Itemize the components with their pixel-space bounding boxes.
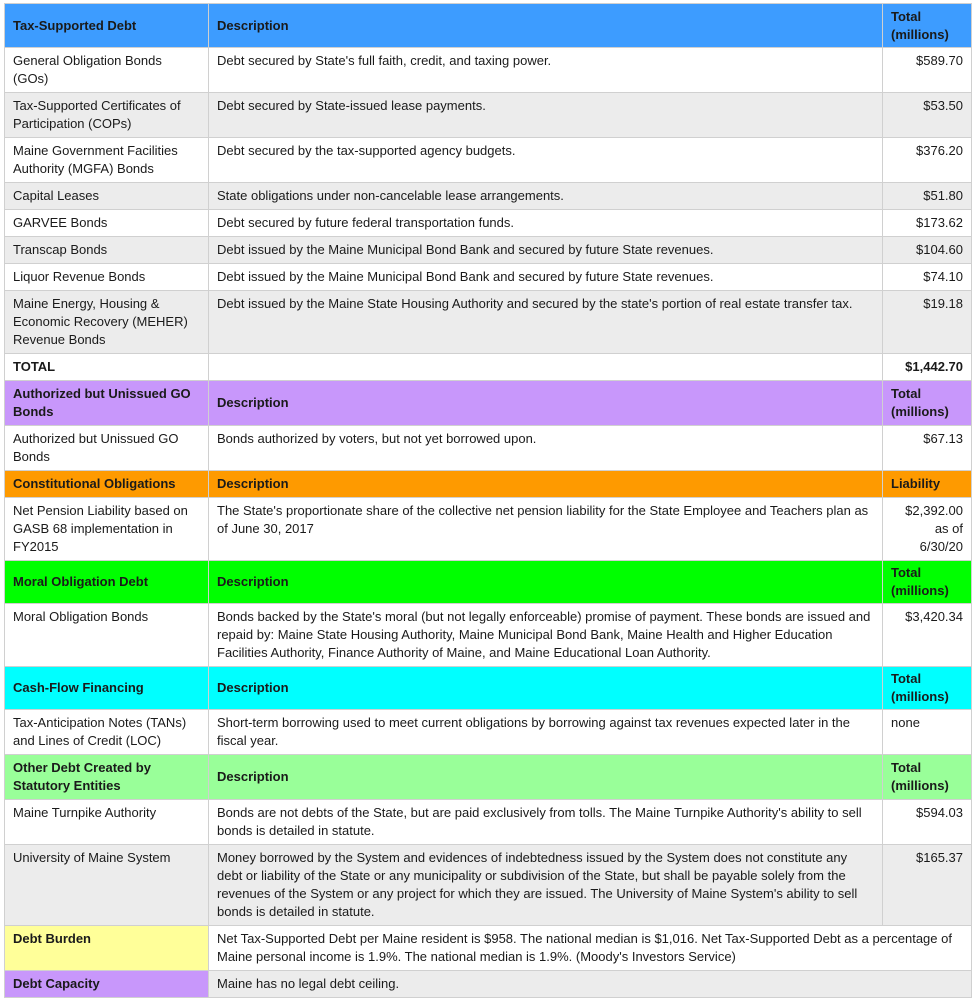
total-header: Total (millions) xyxy=(883,561,972,604)
table-row xyxy=(5,498,972,561)
description-cell: State obligations under non-cancelable lease arrangements. xyxy=(209,183,883,210)
debt-burden-row xyxy=(5,926,972,971)
constitutional-header-row xyxy=(5,471,972,498)
amount-cell: $19.18 xyxy=(883,291,972,354)
authorized-unissued-header-row xyxy=(5,381,972,426)
table-row xyxy=(5,800,972,845)
table-row xyxy=(5,210,972,237)
debt-type-cell: Authorized but Unissued GO Bonds xyxy=(5,426,209,471)
description-header: Description xyxy=(209,667,883,710)
amount-cell: $51.80 xyxy=(883,183,972,210)
total-description xyxy=(209,354,883,381)
amount-cell: $74.10 xyxy=(883,264,972,291)
amount-cell: none xyxy=(883,710,972,755)
amount-cell: $165.37 xyxy=(883,845,972,926)
table-row xyxy=(5,264,972,291)
description-cell: Bonds authorized by voters, but not yet borrowed upon. xyxy=(209,426,883,471)
amount-cell: $594.03 xyxy=(883,800,972,845)
debt-burden-label: Debt Burden xyxy=(5,926,209,971)
debt-burden-text: Net Tax-Supported Debt per Maine resident is $958. The national median is $1,016. Net Tax-Supported Debt as a percentage of Maine personal income is 1.9%. The national median is 1.9%. (Moody's Investors Service) xyxy=(209,926,972,971)
debt-type-cell: University of Maine System xyxy=(5,845,209,926)
cash-flow-header: Cash-Flow Financing xyxy=(5,667,209,710)
description-cell: The State's proportionate share of the collective net pension liability for the State Employee and Teachers plan as of June 30, 2017 xyxy=(209,498,883,561)
constitutional-header: Constitutional Obligations xyxy=(5,471,209,498)
debt-capacity-label: Debt Capacity xyxy=(5,971,209,998)
cash-flow-header-row xyxy=(5,667,972,710)
description-header: Description xyxy=(209,471,883,498)
table-row xyxy=(5,138,972,183)
debt-type-cell: Maine Turnpike Authority xyxy=(5,800,209,845)
amount-cell: $376.20 xyxy=(883,138,972,183)
table-row xyxy=(5,93,972,138)
debt-type-cell: Moral Obligation Bonds xyxy=(5,604,209,667)
amount-cell: $104.60 xyxy=(883,237,972,264)
debt-type-cell: Transcap Bonds xyxy=(5,237,209,264)
total-label: TOTAL xyxy=(5,354,209,381)
total-header: Total (millions) xyxy=(883,667,972,710)
moral-obligation-header: Moral Obligation Debt xyxy=(5,561,209,604)
debt-type-cell: Maine Energy, Housing & Economic Recovery (MEHER) Revenue Bonds xyxy=(5,291,209,354)
amount-cell: $53.50 xyxy=(883,93,972,138)
total-row xyxy=(5,354,972,381)
description-cell: Debt issued by the Maine Municipal Bond Bank and secured by future State revenues. xyxy=(209,264,883,291)
moral-obligation-header-row xyxy=(5,561,972,604)
amount-cell: $67.13 xyxy=(883,426,972,471)
debt-type-cell: GARVEE Bonds xyxy=(5,210,209,237)
description-header: Description xyxy=(209,381,883,426)
tax-supported-header-row xyxy=(5,4,972,48)
description-cell: Debt issued by the Maine State Housing Authority and secured by the state's portion of real estate transfer tax. xyxy=(209,291,883,354)
description-cell: Debt secured by future federal transportation funds. xyxy=(209,210,883,237)
description-cell: Debt issued by the Maine Municipal Bond Bank and secured by future State revenues. xyxy=(209,237,883,264)
debt-type-cell: Net Pension Liability based on GASB 68 implementation in FY2015 xyxy=(5,498,209,561)
description-cell: Money borrowed by the System and evidences of indebtedness issued by the System does not constitute any debt or liability of the State or any municipality or subdivision of the State, but shall be payable solely from the revenues of the System or any project for which they are issued. The University of Maine System's ability to sell bonds is detailed in statute. xyxy=(209,845,883,926)
table-row xyxy=(5,710,972,755)
table-row xyxy=(5,237,972,264)
debt-capacity-row xyxy=(5,971,972,998)
description-cell: Short-term borrowing used to meet current obligations by borrowing against tax revenues expected later in the fiscal year. xyxy=(209,710,883,755)
description-header: Description xyxy=(209,755,883,800)
debt-type-cell: Tax-Anticipation Notes (TANs) and Lines of Credit (LOC) xyxy=(5,710,209,755)
other-debt-header-row xyxy=(5,755,972,800)
description-cell: Debt secured by State-issued lease payments. xyxy=(209,93,883,138)
other-debt-header: Other Debt Created by Statutory Entities xyxy=(5,755,209,800)
table-row xyxy=(5,291,972,354)
debt-type-cell: Maine Government Facilities Authority (MGFA) Bonds xyxy=(5,138,209,183)
description-cell: Debt secured by the tax-supported agency budgets. xyxy=(209,138,883,183)
amount-cell: $173.62 xyxy=(883,210,972,237)
table-row xyxy=(5,426,972,471)
amount-cell: $3,420.34 xyxy=(883,604,972,667)
debt-table xyxy=(4,3,972,998)
debt-type-cell: Capital Leases xyxy=(5,183,209,210)
description-cell: Bonds are not debts of the State, but are paid exclusively from tolls. The Maine Turnpike Authority's ability to sell bonds is detailed in statute. xyxy=(209,800,883,845)
debt-type-cell: General Obligation Bonds (GOs) xyxy=(5,48,209,93)
total-amount: $1,442.70 xyxy=(883,354,972,381)
table-row xyxy=(5,48,972,93)
total-header: Total (millions) xyxy=(883,755,972,800)
liability-header: Liability xyxy=(883,471,972,498)
description-cell: Debt secured by State's full faith, credit, and taxing power. xyxy=(209,48,883,93)
debt-capacity-text: Maine has no legal debt ceiling. xyxy=(209,971,972,998)
description-header: Description xyxy=(209,561,883,604)
tax-supported-header: Tax-Supported Debt xyxy=(5,4,209,48)
total-header: Total (millions) xyxy=(883,4,972,48)
description-header: Description xyxy=(209,4,883,48)
debt-type-cell: Tax-Supported Certificates of Participation (COPs) xyxy=(5,93,209,138)
amount-cell: $589.70 xyxy=(883,48,972,93)
amount-cell: $2,392.00 as of 6/30/20 xyxy=(883,498,972,561)
table-row xyxy=(5,845,972,926)
table-row xyxy=(5,183,972,210)
debt-type-cell: Liquor Revenue Bonds xyxy=(5,264,209,291)
authorized-unissued-header: Authorized but Unissued GO Bonds xyxy=(5,381,209,426)
description-cell: Bonds backed by the State's moral (but not legally enforceable) promise of payment. These bonds are issued and repaid by: Maine State Housing Authority, Maine Municipal Bond Bank, Maine Health and Higher Education Facilities Authority, Finance Authority of Maine, and Maine Educational Loan Authority. xyxy=(209,604,883,667)
total-header: Total (millions) xyxy=(883,381,972,426)
table-row xyxy=(5,604,972,667)
